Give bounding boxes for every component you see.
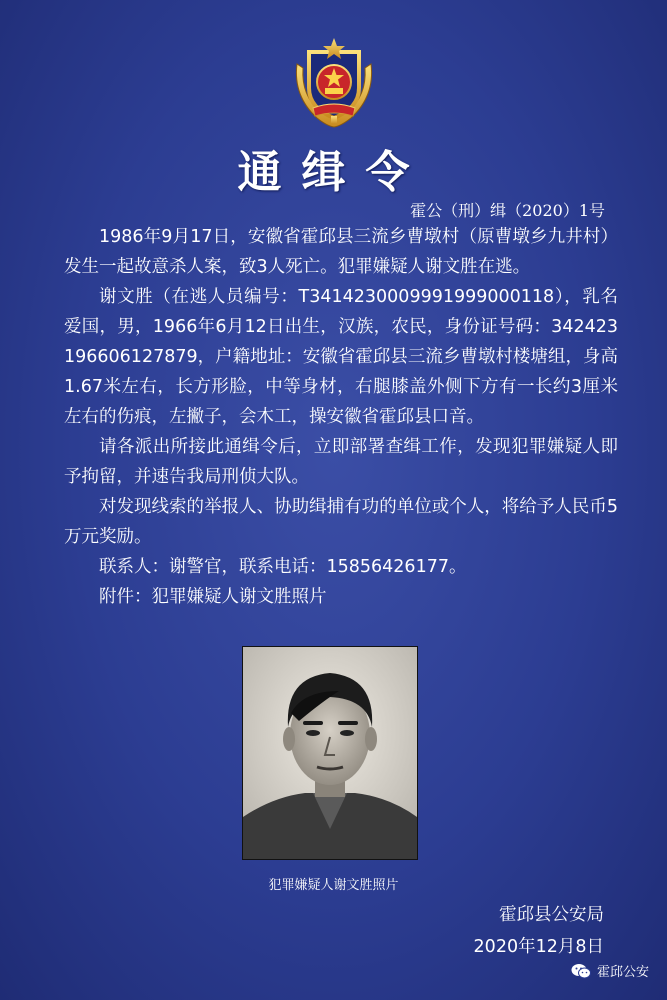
- document-number: 霍公（刑）缉（2020）1号: [410, 201, 605, 220]
- issuer-block: [474, 899, 604, 963]
- suspect-portrait-image: [243, 647, 417, 859]
- paragraph-case-summary: 1986年9月17日，安徽省霍邱县三流乡曹墩村（原曹墩乡九井村）发生一起故意杀人案，致3人死亡。犯罪嫌疑人谢文胜在逃。: [64, 227, 618, 277]
- paragraph-instructions: 请各派出所接此通缉令后，立即部署查缉工作，发现犯罪嫌疑人即予拘留，并速告我局刑侦大队。: [64, 437, 618, 487]
- notice-title: 通缉令: [237, 147, 430, 198]
- paragraph-suspect-details: 谢文胜（在逃人员编号：T3414230009991999000118），乳名爱国，男，1966年6月12日出生，汉族，农民，身份证号码：342423196606127879，户籍地址：安徽省霍邱县三流乡曹墩村楼塘组，身高1.67米左右，长方形脸，中等身材，右腿膝盖外侧下方有一长约3厘米左右的伤痕，左撇子，会木工，操安徽省霍邱县口音。: [64, 287, 618, 427]
- paragraph-reward: 对发现线索的举报人、协助缉捕有功的单位或个人，将给予人民币5万元奖励。: [64, 497, 618, 547]
- issue-date: 2020年12月8日: [473, 937, 604, 957]
- photo-caption: 犯罪嫌疑人谢文胜照片: [268, 878, 399, 893]
- issuer-name: 霍邱县公安局: [499, 905, 604, 925]
- suspect-photo: [242, 646, 418, 860]
- paragraph-attachment: 附件：犯罪嫌疑人谢文胜照片: [99, 587, 327, 607]
- notice-body: [64, 222, 618, 612]
- wechat-icon: [571, 963, 591, 979]
- watermark-label: 霍邱公安: [596, 965, 649, 980]
- police-emblem-icon: [287, 34, 381, 130]
- paragraph-contact: 联系人：谢警官，联系电话：15856426177。: [99, 557, 467, 577]
- account-watermark: [571, 961, 649, 980]
